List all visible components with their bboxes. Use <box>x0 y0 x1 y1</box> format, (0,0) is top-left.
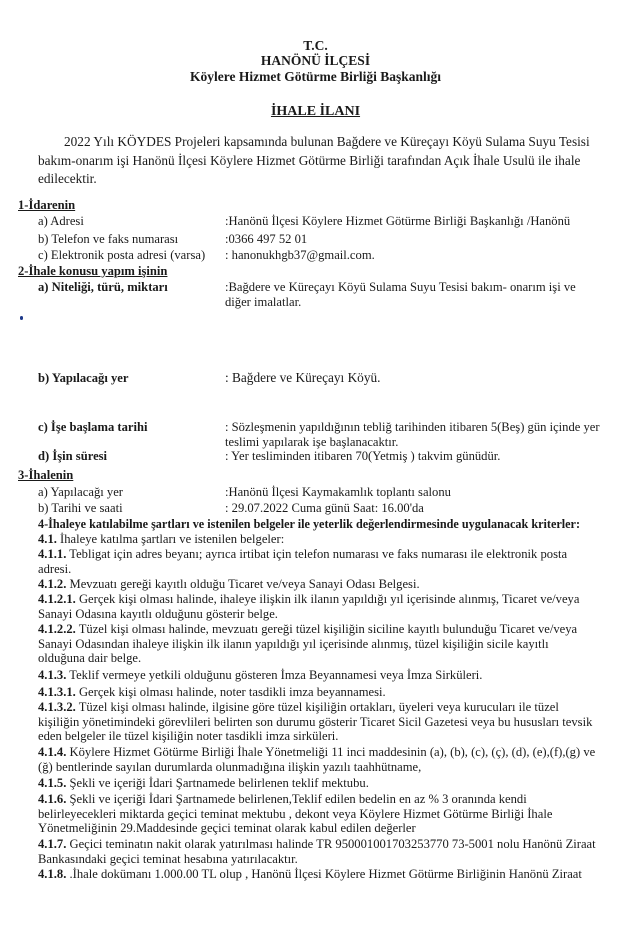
section1-value-phone: :0366 497 52 01 <box>225 232 308 246</box>
section1-value-address: :Hanönü İlçesi Köylere Hizmet Götürme Birliği Başkanlığı /Hanönü <box>225 214 571 228</box>
item-4-1-2: 4.1.2. Mevzuatı gereği kayıtlı olduğu Ticaret ve/veya Sanayi Odası Belgesi. <box>38 577 420 591</box>
intro-paragraph: 2022 Yılı KÖYDES Projeleri kapsamında bulunan Bağdere ve Küreçayı Köyü Sulama Suyu Tesisi bakım-onarım işi Hanönü İlçesi Köylere Hizmet Götürme Birliği tarafından Açık İhale Usulü ile ihale edilecektir. <box>38 134 590 186</box>
section2-value-place: : Bağdere ve Küreçayı Köyü. <box>225 370 381 385</box>
section2-label-start: c) İşe başlama tarihi <box>38 420 148 434</box>
item-4-1-3: 4.1.3. Teklif vermeye yetkili olduğunu gösteren İmza Beyannamesi veya İmza Sirküleri. <box>38 668 483 682</box>
section2-title: 2-İhale konusu yapım işinin <box>18 264 168 278</box>
section2-label-place: b) Yapılacağı yer <box>38 371 129 385</box>
section2-value-start: : Sözleşmenin yapıldığının tebliğ tarihinden itibaren 5(Beş) gün içinde yer teslimi yapılarak işe başlanacaktır. <box>225 420 600 449</box>
header-district: HANÖNÜ İLÇESİ <box>260 53 371 68</box>
section3-value-datetime: : 29.07.2022 Cuma günü Saat: 16.00'da <box>225 501 424 515</box>
item-4-1-4: 4.1.4. Köylere Hizmet Götürme Birliği İhale Yönetmeliği 11 inci maddesinin (a), (b), (c), (ç), (d), (e),(f),(g) ve (ğ) bentlerinde sayılan durumlarda olunmadığına ilişkin yazılı taahhütname, <box>38 745 596 774</box>
item-4-1-5: 4.1.5. Şekli ve içeriği İdari Şartnamede belirlenen teklif mektubu. <box>38 776 369 790</box>
item-4-1-6: 4.1.6. Şekli ve içeriği İdari Şartnamede belirlenen,Teklif edilen bedelin en az % 3 oranında kendi belirleyecekleri miktarda geçici teminat mektubu , dekont veya Köylere Hizmet Götürme Birliği İhale Yönetmeliğinin 29.Maddesinde geçici teminat olarak kabul edilen değerler <box>38 792 553 835</box>
section4-title: 4-İhaleye katılabilme şartları ve istenilen belgeler ile yeterlik değerlendirmesinde uygulanacak kriterler: <box>38 517 581 531</box>
section1-value-email: : hanonukhgb37@gmail.com. <box>225 248 375 262</box>
section3-value-place: :Hanönü İlçesi Kaymakamlık toplantı salonu <box>225 485 451 499</box>
item-4-1-8: 4.1.8. .İhale dokümanı 1.000.00 TL olup , Hanönü İlçesi Köylere Hizmet Götürme Birliğinin Hanönü Ziraat <box>38 867 582 881</box>
section1-label-address: a) Adresi <box>38 214 84 228</box>
item-4-1-3-2: 4.1.3.2. Tüzel kişi olması halinde, ilgisine göre tüzel kişiliğin ortakları, üyeleri veya kurucuları ile tüzel kişiliğin yönetimindeki görevlileri belirten son durumu gösterir Ticaret Sicil Gazetesi veya bu hususları tevsik eden belgeler ile tüzel kişiliğin noter tasdikli imza sirküleri. <box>38 700 593 743</box>
section2-value-duration: : Yer tesliminden itibaren 70(Yetmiş ) takvim günüdür. <box>225 449 501 463</box>
section2-value-nature: :Bağdere ve Küreçayı Köyü Sulama Suyu Tesisi bakım- onarım işi ve diğer imalatlar. <box>225 280 576 309</box>
section1-label-email: c) Elektronik posta adresi (varsa) <box>38 248 206 262</box>
section2-label-nature: a) Niteliği, türü, miktarı <box>38 280 168 294</box>
item-4-1-1: 4.1.1. Tebligat için adres beyanı; ayrıca irtibat için telefon numarası ve faks numarası ile elektronik posta adresi. <box>38 547 568 576</box>
item-4-1-3-1: 4.1.3.1. Gerçek kişi olması halinde, noter tasdikli imza beyannamesi. <box>38 685 386 699</box>
item-4-1-2-2: 4.1.2.2. Tüzel kişi olması halinde, mevzuatı gereği tüzel kişiliğin siciline kayıtlı bulunduğu Ticaret ve/veya Sanayi Odasından ihaleye ilişkin ilk ilanın yapıldığı yıl içerisinde alınmış, tüzel kişiliğin sicile kayıtlı olduğuna dair belge. <box>38 622 578 665</box>
section2-label-duration: d) İşin süresi <box>38 449 108 463</box>
section3-title: 3-İhalenin <box>18 468 74 482</box>
item-4-1-2-1: 4.1.2.1. Gerçek kişi olması halinde, ihaleye ilişkin ilk ilanın yapıldığı yıl içerisinde alınmış, Ticaret ve/veya Sanayi Odasına kayıtlı olduğunu gösterir belge. <box>38 592 580 621</box>
section3-label-place: a) Yapılacağı yer <box>38 485 123 499</box>
item-4-1: 4.1. İhaleye katılma şartları ve istenilen belgeler: <box>38 532 285 546</box>
header-tc: T.C. <box>303 38 328 53</box>
section1-label-phone: b) Telefon ve faks numarası <box>38 232 179 246</box>
ink-dot <box>20 316 23 320</box>
item-4-1-7: 4.1.7. Geçici teminatın nakit olarak yatırılması halinde TR 950001001703253770 73-5001 nolu Hanönü Ziraat Bankasındaki geçici teminat hesabına yatırılacaktır. <box>38 837 596 866</box>
header-institution: Köylere Hizmet Götürme Birliği Başkanlığı <box>190 69 441 84</box>
section1-title: 1-İdarenin <box>18 198 76 212</box>
section3-label-datetime: b) Tarihi ve saati <box>38 501 123 515</box>
notice-title: İHALE İLANI <box>270 104 361 119</box>
